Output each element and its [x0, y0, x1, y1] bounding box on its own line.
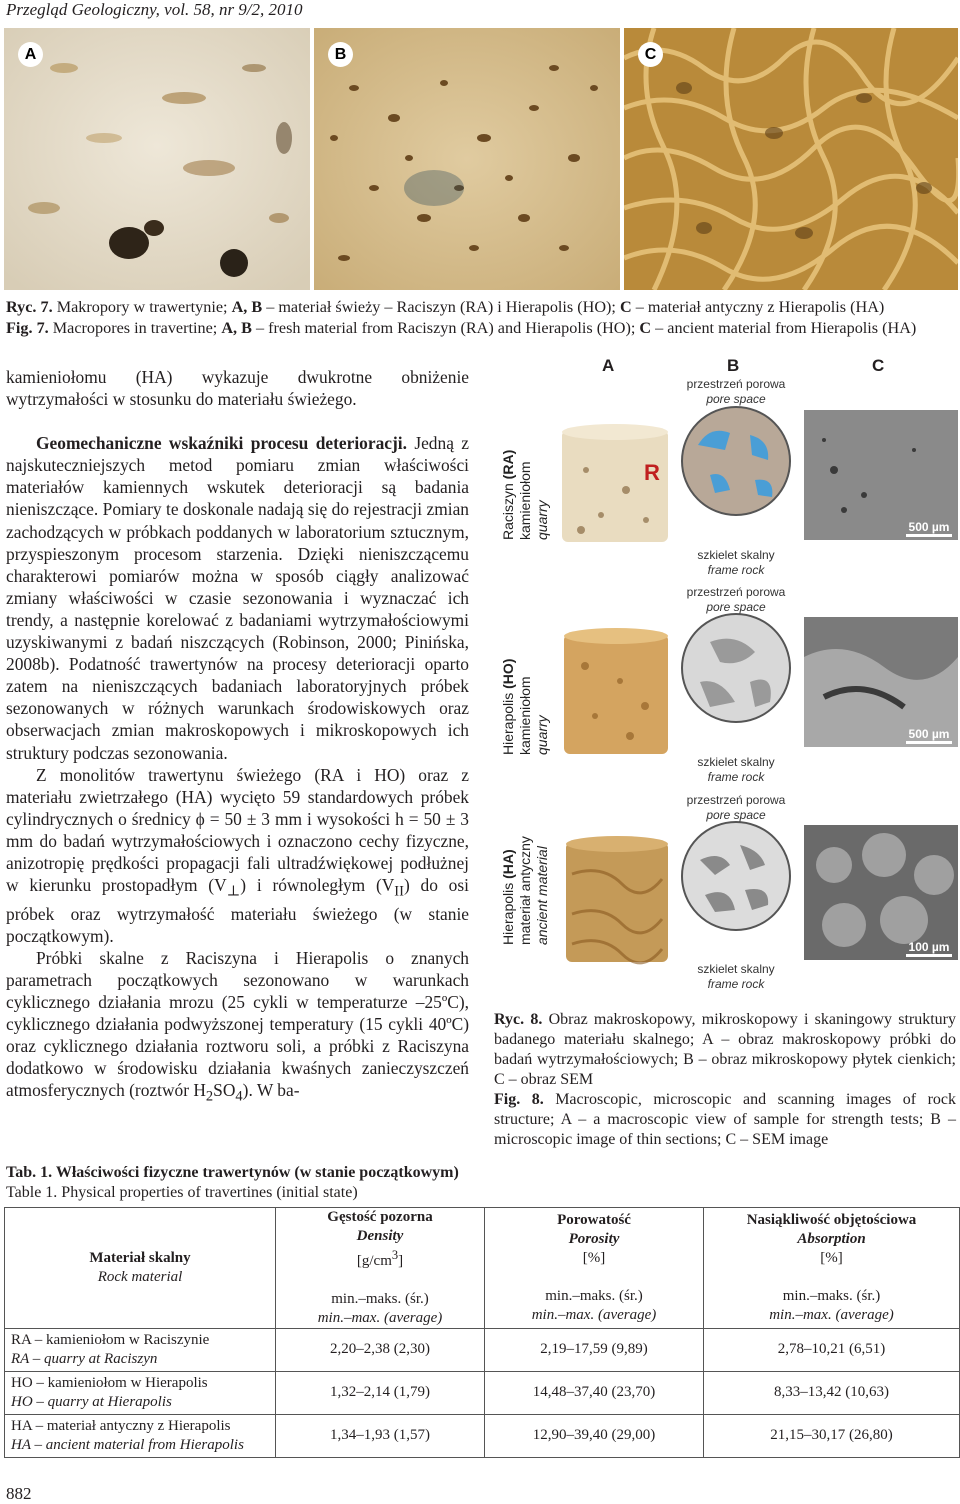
fig8-thin-section-ha — [680, 820, 792, 932]
fig7-caption-en-end: – ancient material from Hierapolis (HA) — [651, 319, 917, 337]
fig7-caption-en-ab: A, B — [221, 319, 252, 337]
row3-name2: materiał antyczny — [517, 836, 533, 945]
fig8-sample-ho — [560, 626, 672, 758]
row-ha-density: 1,34–1,93 (1,57) — [276, 1414, 485, 1457]
row1-frame-en: frame rock — [707, 563, 765, 577]
fig7-caption-pl-text: Makropory w trawertynie; — [52, 298, 232, 316]
fig7-caption-en — [6, 318, 916, 338]
fig7-caption-pl-ab: A, B — [231, 298, 263, 316]
fig8-caption-pl-prefix: Ryc. 8. — [494, 1011, 543, 1028]
fig7-caption-en-mid: – fresh material from Raciszyn (RA) and Hierapolis (HO); — [251, 319, 640, 337]
row-ho-density: 1,32–2,14 (1,79) — [276, 1371, 485, 1414]
body-paragraph-1: kamieniołomu (HA) wykazuje dwukrotne obniżenie wytrzymałości w stosunku do materiału świeżego. — [6, 367, 469, 410]
fig8-thin-section-ho — [680, 612, 792, 724]
fig8-row2-pore-label — [680, 585, 792, 615]
th-density-sup: 3 — [391, 1248, 399, 1262]
th-material — [5, 1208, 276, 1329]
row2-code: (HO) — [500, 658, 516, 689]
fig8-row3-pore-label — [680, 793, 792, 823]
page-number: 882 — [6, 1484, 32, 1503]
body-paragraph-2-text: Jedną z najskuteczniejszych metod pomiaru zmian właściwości materiałów kamiennych wskutek deterioracji są badania nieniszczące. Pomiary te doskonale nadają się do rejestracji zmian zachodzących w próbkach poddanych w laboratorium sztucznym, przyspieszonym procesom starzenia. Dzięki nieniszczącemu charakterowi pomiarów można w sposób ciągły analizować zmiany właściwości w czasie sezonowania i wyznaczać ich trendy, a następnie korelować z badaniami wytrzymałościowymi uzyskiwanymi z badań niszczących (Robinson, 2000; Pinińska, 2008b). Podatność trawertynów na procesy deterioracji oparto zatem na nieniszczących badaniach laboratoryjnych próbek sezonowanych w różnych warunkach środowiskowych oraz obserwacjach zmian makroskopowych i mikroskopowych ich struktury podczas sezonowania. — [6, 433, 469, 763]
th-density — [276, 1208, 485, 1329]
table-title-pl: Tab. 1. Właściwości fizyczne trawertynów (w stanie początkowym) — [6, 1164, 459, 1181]
fig8-sample-ra — [556, 420, 674, 548]
row3-name3: ancient material — [534, 846, 550, 945]
table-title-en: Table 1. Physical properties of travertines (initial state) — [6, 1184, 358, 1201]
fig8-col-label-b: B — [727, 356, 740, 375]
p3-sub-perp: ⊥ — [226, 883, 241, 900]
row3-scale-text: 100 µm — [908, 940, 950, 954]
fig7-caption-en-prefix: Fig. 7. — [6, 319, 49, 337]
row3-pore-en: pore space — [706, 808, 766, 822]
body-column — [6, 366, 469, 1108]
row-ra-density: 2,20–2,38 (2,30) — [276, 1328, 485, 1371]
row-ha-absorption: 21,15–30,17 (26,80) — [704, 1414, 960, 1457]
row-ha-porosity: 12,90–39,40 (29,00) — [485, 1414, 704, 1457]
body-paragraph-2 — [6, 432, 469, 763]
th-porosity-range-pl: min.–maks. (śr.) — [545, 1287, 643, 1304]
panel-label-b: B — [328, 42, 353, 67]
th-absorption-pl: Nasiąkliwość objętościowa — [746, 1211, 917, 1228]
row-ra-pl: RA – kamieniołom w Raciszynie — [11, 1331, 210, 1348]
fig8-col-label-c: C — [872, 356, 885, 375]
th-porosity — [485, 1208, 704, 1329]
row-ha-pl: HA – materiał antyczny z Hierapolis — [11, 1417, 231, 1434]
fig8-col-label-a: A — [602, 356, 615, 375]
row-ho-pl: HO – kamieniołom w Hierapolis — [11, 1374, 208, 1391]
fig7-caption-en-text: Macropores in travertine; — [48, 319, 222, 337]
th-absorption — [704, 1208, 960, 1329]
row2-pore-pl: przestrzeń porowa — [686, 585, 786, 599]
row-ra-porosity: 2,19–17,59 (9,89) — [485, 1328, 704, 1371]
fig8-sample-ha — [562, 834, 672, 966]
row3-code: (HA) — [500, 849, 516, 879]
row3-frame-pl: szkielet skalny — [697, 962, 775, 976]
row1-pore-pl: przestrzeń porowa — [686, 377, 786, 391]
fig7-photo-c — [624, 28, 958, 290]
fig8-row3-frame-label — [680, 962, 792, 992]
p3-sub-par: II — [394, 883, 404, 900]
physical-properties-table — [4, 1207, 960, 1458]
svg-text:R: R — [644, 460, 660, 485]
body-paragraph-4 — [6, 947, 469, 1108]
th-absorption-range-en: min.–max. (average) — [769, 1306, 894, 1323]
row2-frame-en: frame rock — [707, 770, 765, 784]
fig8-row1-label — [500, 450, 551, 540]
th-porosity-pl: Porowatość — [557, 1211, 631, 1228]
fig8-caption-en-prefix: Fig. 8. — [494, 1091, 544, 1108]
th-density-range-pl: min.–maks. (śr.) — [331, 1291, 429, 1307]
row1-code: (RA) — [500, 449, 516, 480]
body-paragraph-3 — [6, 764, 469, 947]
fig7-photo-a — [4, 28, 310, 290]
panel-label-c: C — [638, 42, 663, 67]
fig8-caption-pl-text: Obraz makroskopowy, mikroskopowy i skaningowy struktury badanego materiału skalnego; A – obraz makroskopowy próbki do badań wytrzymałościowych; B – obraz mikroskopowy płytek cienkich; C – obraz SEM — [494, 1011, 957, 1088]
row1-frame-pl: szkielet skalny — [697, 548, 775, 562]
row-ho-en: HO – quarry at Hierapolis — [11, 1393, 172, 1410]
th-absorption-unit: [%] — [820, 1249, 843, 1266]
p4-part-c: ). W ba- — [242, 1080, 300, 1101]
p4-part-b: SO — [213, 1080, 236, 1101]
fig7-caption-pl-end: – materiał antyczny z Hierapolis (HA) — [631, 298, 885, 316]
fig7-caption-pl — [6, 297, 884, 317]
row1-scale-text: 500 µm — [908, 520, 950, 534]
fig8-caption — [494, 1010, 956, 1150]
th-density-range-en: min.–max. (average) — [317, 1310, 443, 1326]
th-porosity-unit: [%] — [582, 1249, 606, 1266]
fig7-photo-b — [314, 28, 620, 290]
row2-frame-pl: szkielet skalny — [697, 755, 775, 769]
fig7-caption-pl-mid: – materiał świeży – Raciszyn (RA) i Hierapolis (HO); — [262, 298, 620, 316]
fig7-caption-pl-prefix: Ryc. 7. — [6, 298, 53, 316]
p3-part-c: ) do osi próbek oraz wytrzymałość materiału świeżego (w stanie początkowym). — [6, 875, 469, 946]
p3-part-a: Z monolitów trawertynu świeżego (RA i HO) oraz z materiału zwietrzałego (HA) wycięto 59 standardowych próbek cylindrycznych o średnicy ϕ = 50 ± 3 mm i wysokości h = 50 ± 3 mm do badań wytrzymałościowych i oznaczono cechy fizyczne, anizotropię prędkości propagacji fali ultradźwiękowej podłużnej w kierunku prostopadłym (V — [6, 764, 469, 896]
p4-part-a: Próbki skalne z Raciszyna i Hierapolis o znanych parametrach początkowych sezonowano w warunkach cyklicznego działania mrozu (25 cykli w temperaturze –25ºC), cyklicznego działania podwyższonej temperatury (15 cykli 40ºC) oraz cyklicznego działania roztworu soli, a próbki z Raciszyna dodatkowo w środowisku działania kwaśnych zanieczyszczeń atmosferycznych (roztwór H — [6, 947, 469, 1101]
fig8-row2-label — [500, 659, 551, 755]
table-row — [5, 1328, 960, 1371]
p4-sub-1: 2 — [205, 1088, 214, 1105]
fig8-row1-frame-label — [680, 548, 792, 578]
row-ha-material — [5, 1414, 276, 1457]
row3-name: Hierapolis — [500, 878, 516, 945]
fig8-row3-label — [500, 836, 551, 945]
th-density-pl: Gęstość pozorna — [327, 1209, 433, 1225]
row1-name2: kamieniołom — [517, 461, 533, 540]
fig7-caption-pl-c: C — [619, 298, 632, 316]
section-heading: Geomechaniczne wskaźniki procesu deterioracji. — [36, 433, 407, 454]
row-ho-material — [5, 1371, 276, 1414]
row2-scale-text: 500 µm — [908, 727, 950, 741]
fig8-row1-scale — [904, 520, 954, 537]
th-material-pl: Materiał skalny — [89, 1249, 191, 1266]
panel-label-a: A — [18, 42, 43, 67]
th-porosity-en: Porosity — [568, 1230, 620, 1247]
row2-name: Hierapolis — [500, 688, 516, 755]
th-density-en: Density — [356, 1228, 404, 1244]
row-ho-porosity: 14,48–37,40 (23,70) — [485, 1371, 704, 1414]
th-density-unit-end: ] — [398, 1253, 404, 1269]
table-row — [5, 1371, 960, 1414]
row3-pore-pl: przestrzeń porowa — [686, 793, 786, 807]
row2-name3: quarry — [534, 715, 550, 755]
row1-name3: quarry — [534, 500, 550, 540]
row-ra-absorption: 2,78–10,21 (6,51) — [704, 1328, 960, 1371]
table-row — [5, 1414, 960, 1457]
table-header-row — [5, 1208, 960, 1329]
fig8-row1-pore-label — [680, 377, 792, 407]
fig8-row2-frame-label — [680, 755, 792, 785]
row1-pore-en: pore space — [706, 392, 766, 406]
row-ha-en: HA – ancient material from Hierapolis — [11, 1436, 244, 1453]
fig8-thin-section-ra — [680, 405, 792, 517]
th-absorption-range-pl: min.–maks. (śr.) — [782, 1287, 881, 1304]
row1-name: Raciszyn — [500, 479, 516, 540]
row2-pore-en: pore space — [706, 600, 766, 614]
row3-frame-en: frame rock — [707, 977, 765, 991]
fig8-caption-pl — [494, 1010, 956, 1090]
row-ho-absorption: 8,33–13,42 (10,63) — [704, 1371, 960, 1414]
row2-name2: kamieniołom — [517, 676, 533, 755]
journal-header: Przegląd Geologiczny, vol. 58, nr 9/2, 2010 — [6, 0, 303, 19]
th-density-unit: [g/cm — [356, 1253, 392, 1269]
th-absorption-en: Absorption — [797, 1230, 866, 1247]
fig8-caption-en-text: Macroscopic, microscopic and scanning images of rock structure; A – a macroscopic view of sample for strength tests; B – microscopic image of thin sections; C – SEM image — [494, 1091, 957, 1148]
fig8-row2-scale — [904, 727, 954, 744]
p3-part-b: ) i równoległym (V — [240, 875, 395, 896]
fig8-row3-scale — [904, 940, 954, 957]
fig7-caption-en-c: C — [639, 319, 652, 337]
fig8-caption-en — [494, 1090, 956, 1150]
th-porosity-range-en: min.–max. (average) — [531, 1306, 657, 1323]
th-material-en: Rock material — [97, 1268, 183, 1285]
p4-sub-2: 4 — [235, 1088, 243, 1105]
row-ra-material — [5, 1328, 276, 1371]
row-ra-en: RA – quarry at Raciszyn — [11, 1350, 158, 1367]
